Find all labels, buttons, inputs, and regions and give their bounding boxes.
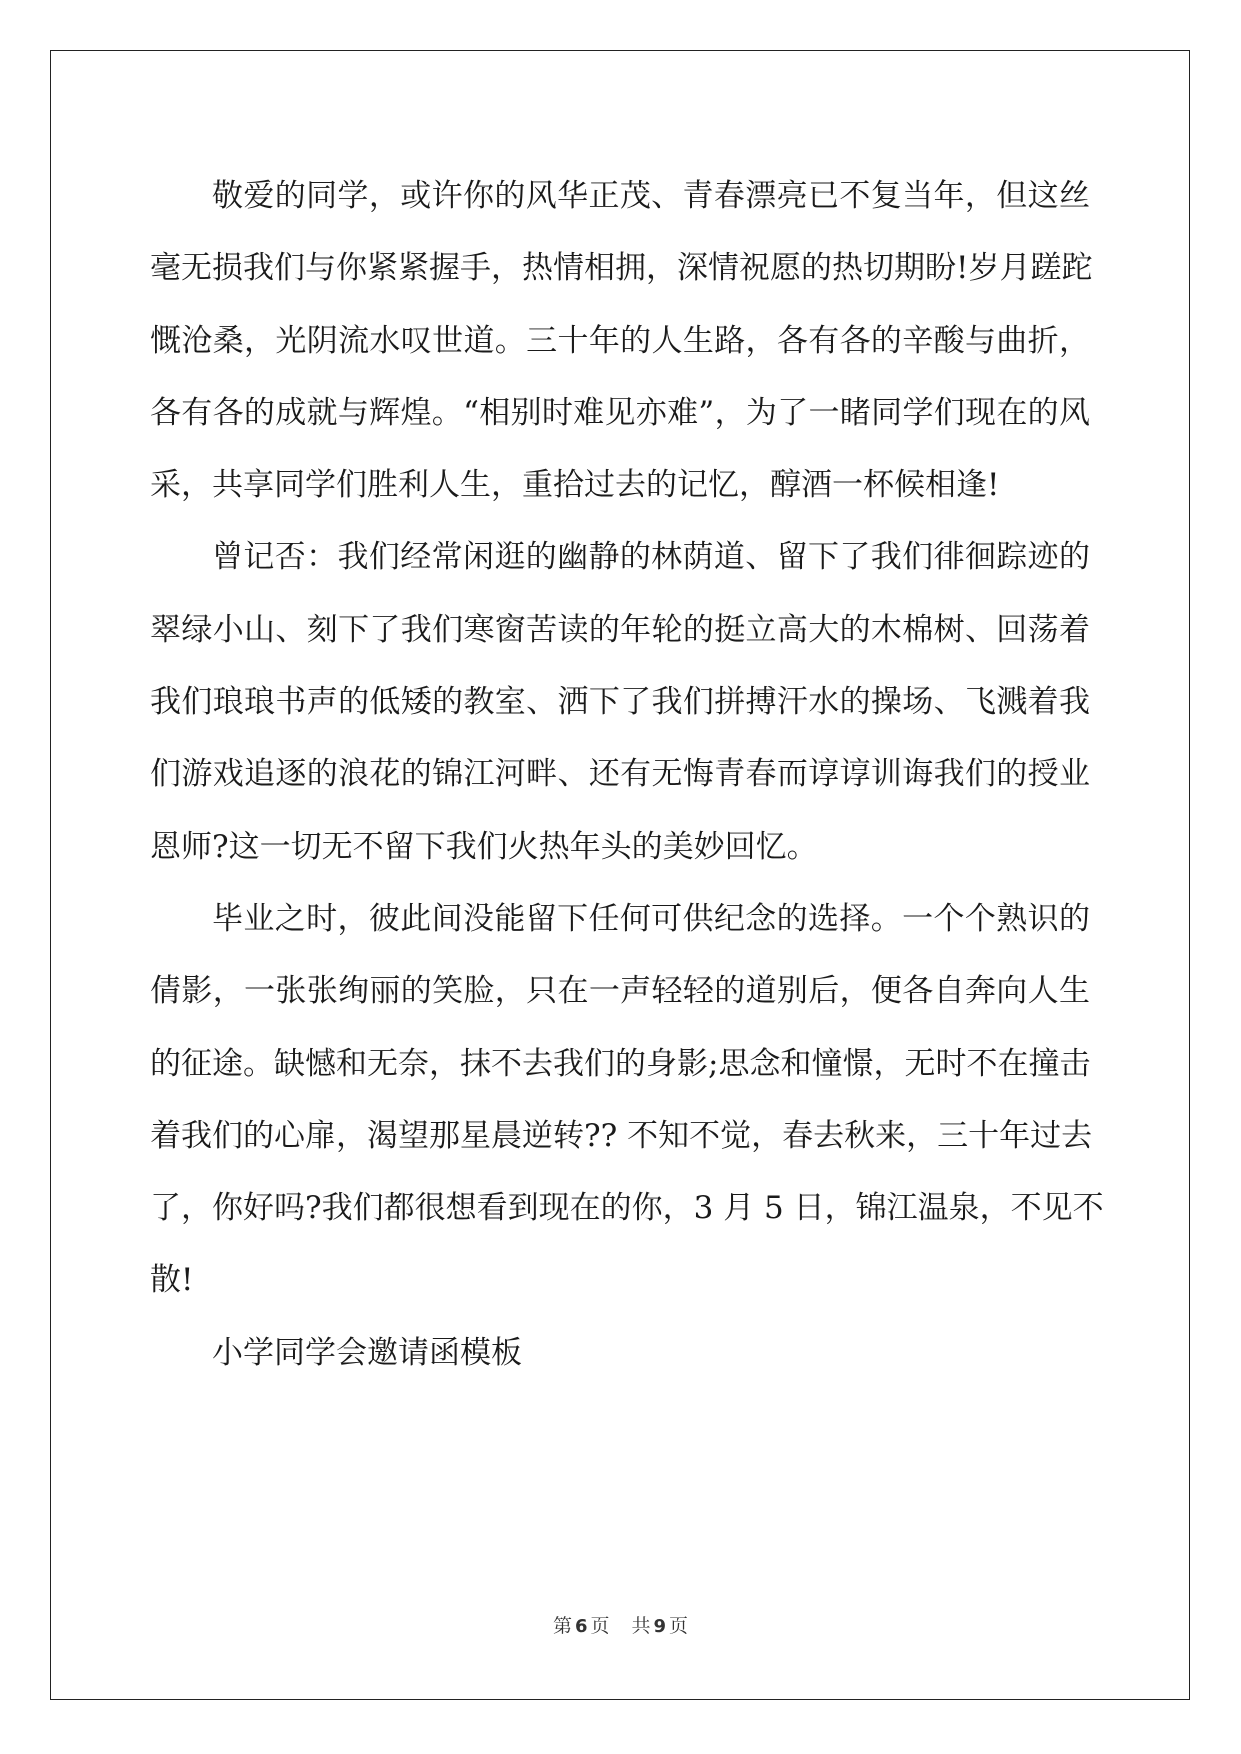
text-line: 敬爱的同学，或许你的风华正茂、青春漂亮已不复当年，但这丝: [212, 178, 1090, 214]
text-line: 的征途。缺憾和无奈，抹不去我们的身影;思念和憧憬，无时不在撞击: [150, 1045, 1091, 1082]
paragraph-graduation: [150, 883, 1104, 1317]
total-page-count: 9: [653, 1616, 667, 1637]
text-line: 我们琅琅书声的低矮的教室、洒下了我们拼搏汗水的操场、飞溅着我: [150, 684, 1090, 721]
text-line: 着我们的心扉，渴望那星晨逆转?? 不知不觉，春去秋来，三十年过去: [150, 1117, 1093, 1154]
page-number-footer: [0, 1611, 1241, 1638]
document-body: [150, 160, 1104, 1389]
current-page-number: 6: [574, 1616, 588, 1637]
text-line: 散!: [150, 1262, 194, 1299]
text-line: 了，你好吗?我们都很想看到现在的你，3 月 5 日，锦江温泉，不见不: [150, 1190, 1104, 1227]
text-line: 慨沧桑，光阴流水叹世道。三十年的人生路，各有各的辛酸与曲折，: [150, 322, 1090, 359]
text-line: 毫无损我们与你紧紧握手，热情相拥，深情祝愿的热切期盼!岁月蹉跎: [150, 250, 1093, 287]
text-line: 采，共享同学们胜利人生，重拾过去的记忆，醇酒一杯候相逢!: [150, 467, 1000, 504]
paragraph-memories: [150, 521, 1090, 882]
text-line: 曾记否：我们经常闲逛的幽静的林荫道、留下了我们徘徊踪迹的: [212, 539, 1090, 576]
paragraph-reunion-greeting: [150, 160, 1093, 521]
text-line: 倩影，一张张绚丽的笑脸，只在一声轻轻的道别后，便各自奔向人生: [150, 973, 1090, 1010]
section-heading: [150, 1317, 1090, 1389]
total-prefix: 共: [631, 1615, 651, 1637]
page-prefix: 第: [552, 1615, 572, 1637]
text-line: 各有各的成就与辉煌。“相别时难见亦难”，为了一睹同学们现在的风: [150, 394, 1090, 431]
page-suffix: 页: [590, 1615, 610, 1637]
text-line: 恩师?这一切无不留下我们火热年头的美妙回忆。: [150, 828, 818, 865]
total-suffix: 页: [669, 1615, 689, 1637]
text-line: 小学同学会邀请函模板: [212, 1334, 522, 1371]
text-line: 毕业之时，彼此间没能留下任何可供纪念的选择。一个个熟识的: [212, 900, 1090, 937]
text-line: 翠绿小山、刻下了我们寒窗苦读的年轮的挺立高大的木棉树、回荡着: [150, 611, 1090, 648]
text-line: 们游戏追逐的浪花的锦江河畔、还有无悔青春而谆谆训诲我们的授业: [150, 756, 1090, 793]
